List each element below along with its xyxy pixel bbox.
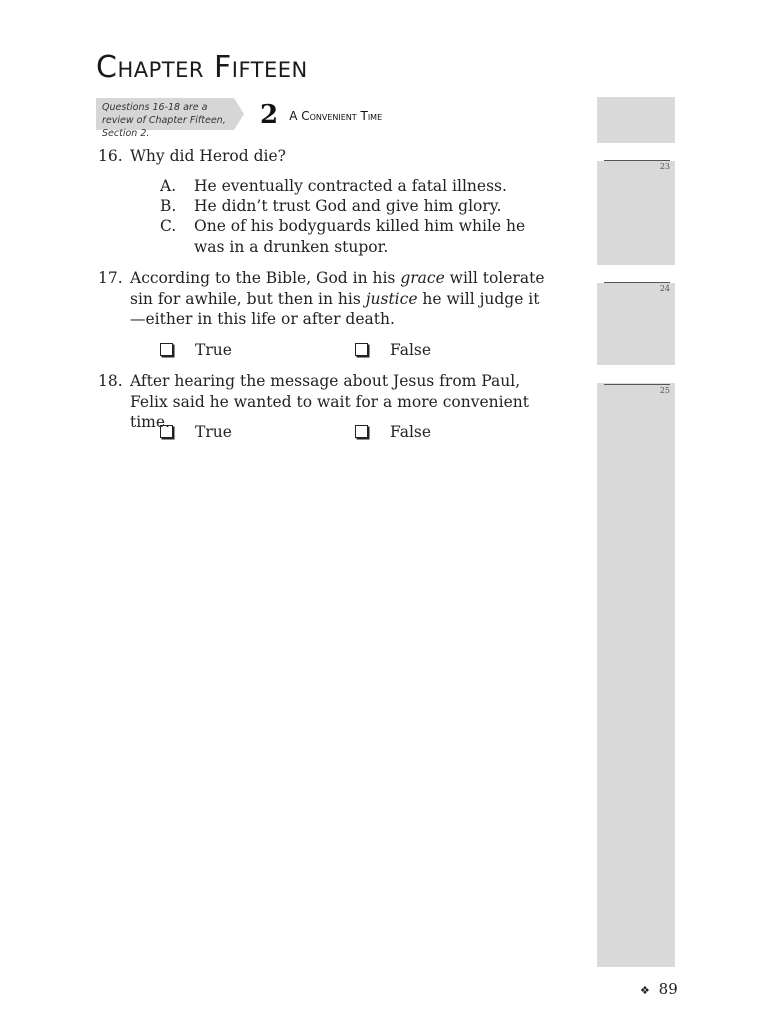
option-text: He eventually contracted a fatal illness. bbox=[194, 177, 507, 195]
option-letter: B. bbox=[160, 197, 177, 215]
emphasis-justice: justice bbox=[365, 289, 418, 308]
question-text: Why did Herod die? bbox=[130, 147, 286, 165]
section-number: 2 bbox=[260, 100, 279, 130]
true-label: True bbox=[195, 423, 232, 441]
page-footer bbox=[640, 980, 678, 998]
question-number: 17. bbox=[98, 269, 123, 287]
section-heading bbox=[260, 100, 382, 130]
question-text bbox=[130, 268, 550, 330]
answer-blank-18[interactable] bbox=[604, 384, 672, 395]
answer-blank-16[interactable] bbox=[604, 160, 672, 171]
page-number: 89 bbox=[658, 980, 678, 998]
answer-slot-gap bbox=[597, 265, 675, 283]
answer-sidebar bbox=[597, 97, 675, 967]
answer-ref: 24 bbox=[659, 284, 670, 293]
option-letter: A. bbox=[160, 177, 177, 195]
false-option-17[interactable] bbox=[355, 340, 431, 360]
checkbox-icon[interactable] bbox=[160, 425, 173, 438]
answer-ref: 23 bbox=[659, 162, 670, 171]
ornament-icon: ❖ bbox=[640, 984, 650, 997]
option-letter: C. bbox=[160, 217, 177, 235]
answer-line bbox=[604, 160, 670, 161]
chapter-title: Chapter Fifteen bbox=[96, 50, 308, 85]
review-note-text: Questions 16-18 are a review of Chapter Fifteen, Section 2. bbox=[102, 102, 226, 139]
review-note bbox=[96, 98, 246, 139]
false-option-18[interactable] bbox=[355, 422, 431, 442]
true-option-17[interactable] bbox=[160, 340, 232, 360]
answer-ref: 25 bbox=[659, 386, 670, 395]
true-label: True bbox=[195, 341, 232, 359]
checkbox-icon[interactable] bbox=[355, 343, 368, 356]
option-text: One of his bodyguards killed him while he was in a drunken stupor. bbox=[194, 217, 526, 256]
emphasis-grace: grace bbox=[400, 269, 445, 287]
question-number: 18. bbox=[98, 372, 123, 390]
text-part: will tolerate sin for awhile, but then in his bbox=[130, 269, 545, 308]
answer-slot-gap bbox=[597, 365, 675, 383]
text-part: he will judge it—either in this life or after death. bbox=[130, 289, 540, 328]
true-option-18[interactable] bbox=[160, 422, 232, 442]
checkbox-icon[interactable] bbox=[355, 425, 368, 438]
question-text: After hearing the message about Jesus from Paul, Felix said he wanted to wait for a more convenient time. bbox=[130, 372, 529, 431]
false-label: False bbox=[390, 423, 432, 441]
checkbox-icon[interactable] bbox=[160, 343, 173, 356]
option-text: He didn’t trust God and give him glory. bbox=[194, 197, 502, 215]
answer-line bbox=[604, 384, 670, 385]
answer-slot-gap bbox=[597, 143, 675, 161]
answer-line bbox=[604, 282, 670, 283]
false-label: False bbox=[390, 341, 432, 359]
question-number: 16. bbox=[98, 147, 123, 165]
answer-blank-17[interactable] bbox=[604, 282, 672, 293]
text-part: According to the Bible, God in his bbox=[130, 269, 401, 287]
section-name: A Convenient Time bbox=[289, 109, 383, 123]
